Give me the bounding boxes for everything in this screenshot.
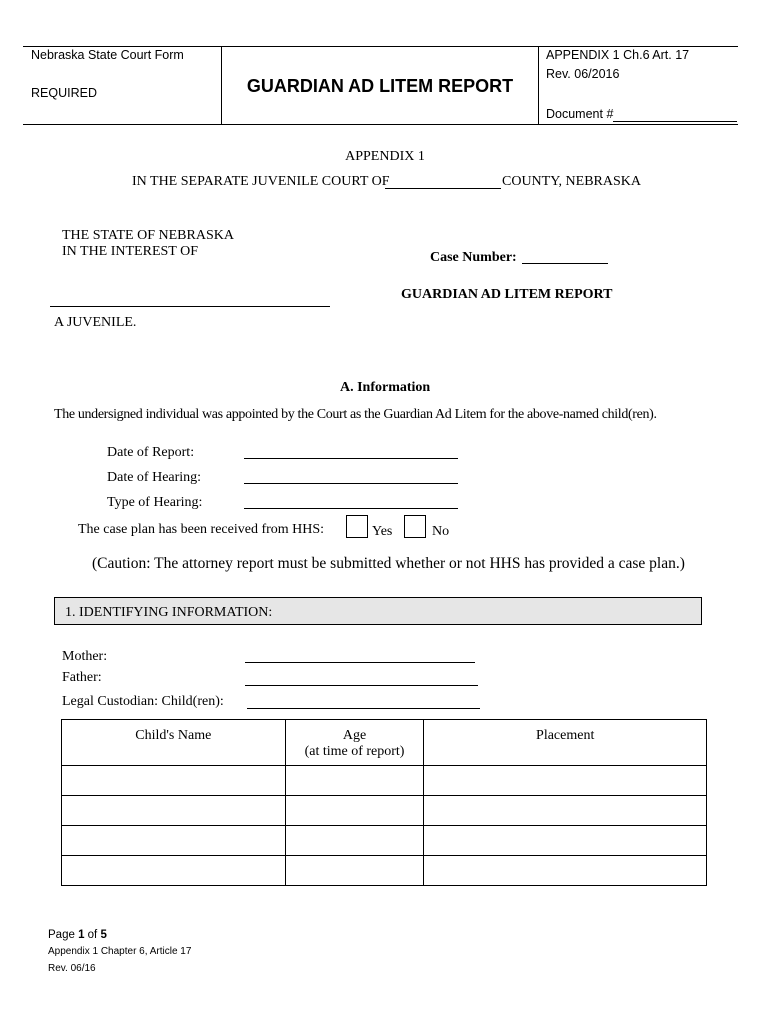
county-field[interactable] [385,188,501,189]
mother-field[interactable] [245,662,475,663]
page-indicator [48,929,107,941]
identifying-section-title: 1. IDENTIFYING INFORMATION: [65,605,273,620]
juvenile-name-field[interactable] [50,306,330,307]
child-name-cell[interactable] [62,856,286,886]
child-name-cell[interactable] [62,826,286,856]
col-age-sublabel: (at time of report) [304,744,405,759]
table-row [62,856,707,886]
page-of: of [84,929,101,941]
child-placement-cell[interactable] [424,856,707,886]
page-number: 1 [78,929,85,941]
required-label: REQUIRED [31,86,97,100]
case-plan-yes-checkbox[interactable] [346,515,368,538]
appendix-ref: APPENDIX 1 Ch.6 Art. 17 [546,48,690,62]
child-name-cell[interactable] [62,766,286,796]
col-age-label: Age [342,728,367,743]
document-number-label: Document # [546,107,614,121]
page-prefix: Page [48,929,79,941]
juvenile-label: A JUVENILE. [54,315,137,330]
appendix-heading: APPENDIX 1 [345,149,425,164]
child-age-cell[interactable] [285,766,424,796]
state-label: THE STATE OF NEBRASKA [62,228,234,243]
case-number-label: Case Number: [430,250,517,265]
case-plan-label: The case plan has been received from HHS: [78,522,325,537]
custodian-label: Legal Custodian: Child(ren): [62,694,224,709]
father-field[interactable] [245,685,478,686]
mother-label: Mother: [62,649,108,664]
case-number-field[interactable] [522,263,608,264]
child-age-cell[interactable] [285,796,424,826]
child-age-cell[interactable] [285,856,424,886]
date-of-hearing-label: Date of Hearing: [107,470,202,485]
type-of-hearing-field[interactable] [244,508,458,509]
document-number-field[interactable] [613,121,737,122]
table-row [62,766,707,796]
court-suffix: COUNTY, NEBRASKA [502,174,641,189]
case-plan-yes-label: Yes [372,524,393,539]
revision-label: Rev. 06/2016 [546,67,620,81]
custodian-field[interactable] [247,708,480,709]
interest-label: IN THE INTEREST OF [62,244,198,259]
children-table-header [62,720,707,766]
type-of-hearing-label: Type of Hearing: [107,495,203,510]
col-placement: Placement [424,720,707,766]
date-of-report-label: Date of Report: [107,445,195,460]
date-of-hearing-field[interactable] [244,483,458,484]
appointment-statement: The undersigned individual was appointed by the Court as the Guardian Ad Litem for the above-named child(ren). [54,407,657,422]
page-total: 5 [100,929,107,941]
father-label: Father: [62,670,102,685]
header-divider-right [538,46,539,124]
information-heading: A. Information [340,380,431,395]
case-plan-no-checkbox[interactable] [404,515,426,538]
footer-appendix: Appendix 1 Chapter 6, Article 17 [48,946,192,957]
caution-note: (Caution: The attorney report must be submitted whether or not HHS has provided a case plan.) [92,555,685,572]
col-age [285,720,424,766]
child-placement-cell[interactable] [424,766,707,796]
child-placement-cell[interactable] [424,796,707,826]
children-table [61,719,707,886]
report-title: GUARDIAN AD LITEM REPORT [401,287,613,302]
child-age-cell[interactable] [285,826,424,856]
table-row [62,796,707,826]
header-top-rule [23,46,738,47]
court-prefix: IN THE SEPARATE JUVENILE COURT OF [132,174,390,189]
child-placement-cell[interactable] [424,826,707,856]
footer-revision: Rev. 06/16 [48,963,96,974]
court-form-label: Nebraska State Court Form [31,48,184,62]
child-name-cell[interactable] [62,796,286,826]
table-row [62,826,707,856]
date-of-report-field[interactable] [244,458,458,459]
form-title: GUARDIAN AD LITEM REPORT [246,76,514,96]
header-bottom-rule [23,124,738,125]
col-childs-name: Child's Name [62,720,286,766]
case-plan-no-label: No [432,524,450,539]
